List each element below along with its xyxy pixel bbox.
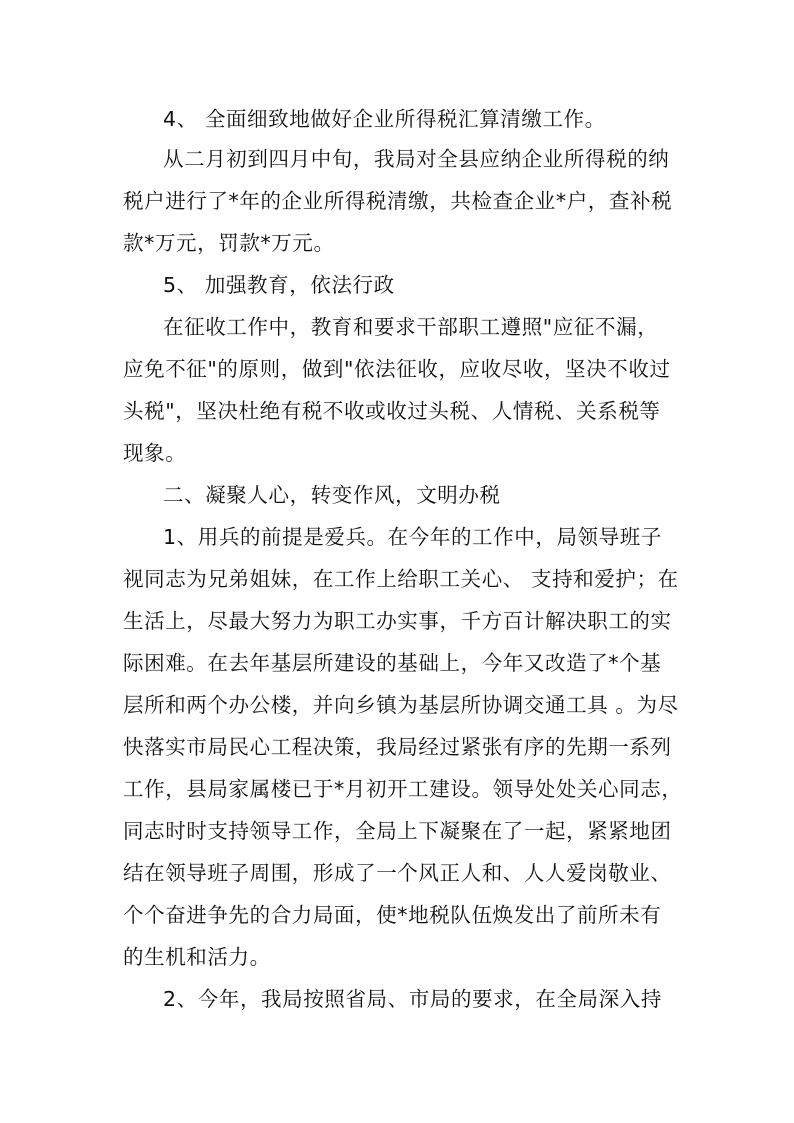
heading-4: 4、 全面细致地做好企业所得税汇算清缴工作。 [163,107,606,131]
paragraph-line: 1、用兵的前提是爱兵。在今年的工作中，局领导班子 [163,525,662,549]
paragraph-line: 快落实市局民心工程决策，我局经过紧张有序的先期一系列 [123,735,672,759]
paragraph-line: 头税"，坚决杜绝有税不收或收过头税、人情税、关系税等 [123,399,661,423]
section-heading: 二、凝聚人心，转变作风，文明办税 [163,483,501,507]
paragraph-line: 生活上，尽最大努力为职工办实事，千方百计解决职工的实 [123,609,672,633]
heading-5: 5、 加强教育，依法行政 [163,273,395,297]
paragraph-line: 结在领导班子周围，形成了一个风正人和、人人爱岗敬业、 [123,861,672,885]
paragraph-line: 层所和两个办公楼，并向乡镇为基层所协调交通工具 。为尽 [123,693,679,717]
paragraph-line: 现象。 [123,441,187,465]
paragraph-line: 在征收工作中，教育和要求干部职工遵照"应征不漏， [163,315,659,339]
paragraph-line: 同志时时支持领导工作，全局上下凝聚在了一起，紧紧地团 [123,819,672,843]
paragraph-line: 的生机和活力。 [123,945,271,969]
paragraph-line: 2、今年，我局按照省局、市局的要求，在全局深入持 [163,987,662,1011]
paragraph-line: 款*万元，罚款*万元。 [123,231,335,255]
paragraph-line: 视同志为兄弟姐妹，在工作上给职工关心、 支持和爱护；在 [123,567,679,591]
paragraph-line: 际困难。在去年基层所建设的基础上，今年又改造了*个基 [123,651,662,675]
paragraph-line: 个个奋进争先的合力局面，使*地税队伍焕发出了前所未有 [123,903,662,927]
paragraph-line: 税户进行了*年的企业所得税清缴，共检查企业*户，查补税 [123,189,673,213]
paragraph-line: 应免不征"的原则，做到"依法征收，应收尽收，坚决不收过 [123,357,671,381]
paragraph-line: 从二月初到四月中旬，我局对全县应纳企业所得税的纳 [163,147,670,171]
paragraph-line: 工作，县局家属楼已于*月初开工建设。领导处处关心同志， [123,777,683,801]
